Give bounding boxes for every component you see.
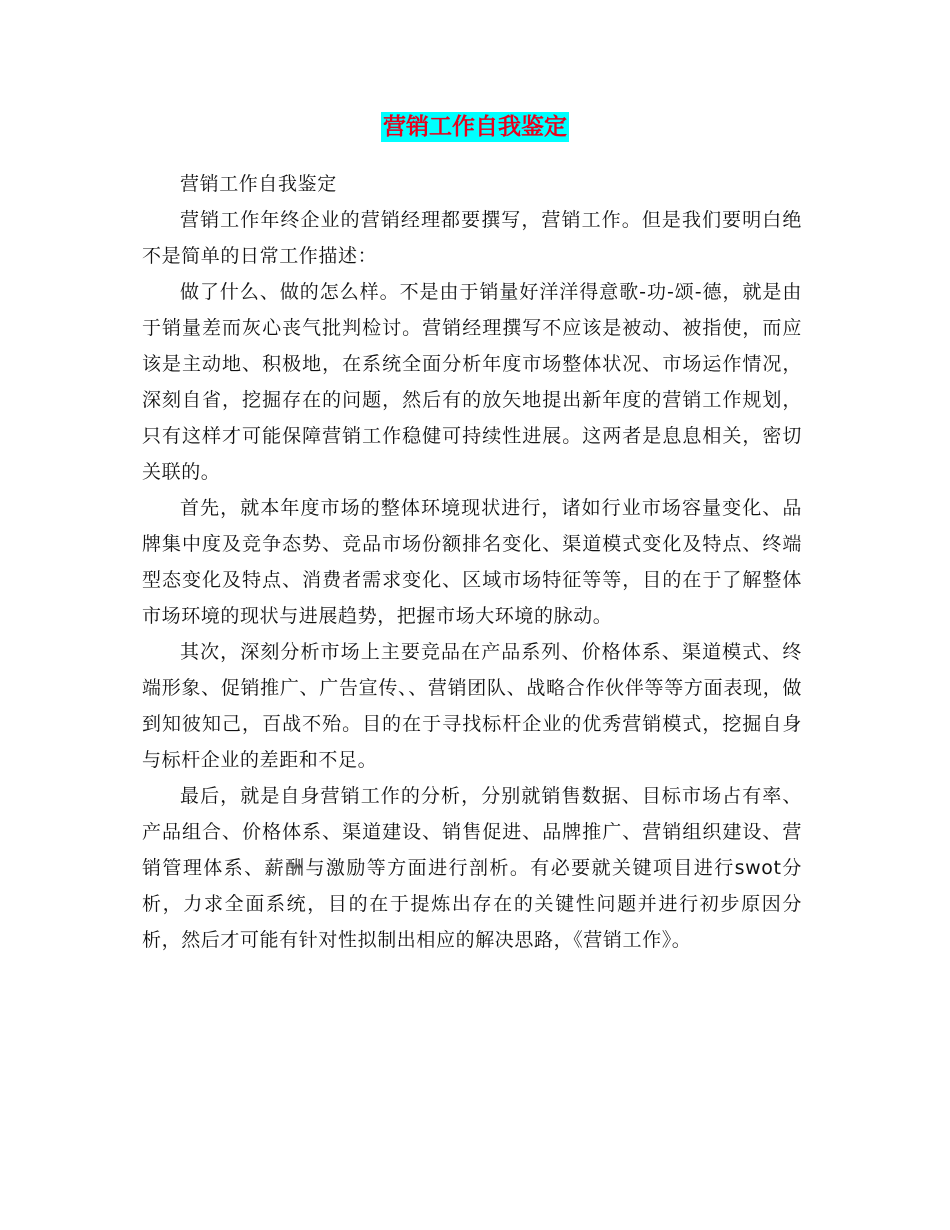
- paragraph-3: 做了什么、做的怎么样。不是由于销量好洋洋得意歌-功-颂-德，就是由于销量差而灰心丧气批判检讨。营销经理撰写不应该是被动、被指使，而应该是主动地、积极地，在系统全面分析年度市场整体状况、市场运作情况，深刻自省，挖掘存在的问题，然后有的放矢地提出新年度的营销工作规划，只有这样才可能保障营销工作稳健可持续性进展。这两者是息息相关，密切关联的。: [142, 281, 802, 483]
- paragraph-4: 首先，就本年度市场的整体环境现状进行，诸如行业市场容量变化、品牌集中度及竞争态势、竞品市场份额排名变化、渠道模式变化及特点、终端型态变化及特点、消费者需求变化、区域市场特征等等，目的在于了解整体市场环境的现状与进展趋势，把握市场大环境的脉动。: [142, 497, 802, 627]
- document-body: [142, 166, 802, 958]
- paragraph-2: 营销工作年终企业的营销经理都要撰写，营销工作。但是我们要明白绝不是简单的日常工作描述：: [142, 209, 802, 267]
- paragraph-1: 营销工作自我鉴定: [180, 173, 337, 195]
- paragraph-5: 其次，深刻分析市场上主要竞品在产品系列、价格体系、渠道模式、终端形象、促销推广、广告宣传、、营销团队、战略合作伙伴等等方面表现，做到知彼知己，百战不殆。目的在于寻找标杆企业的优秀营销模式，挖掘自身与标杆企业的差距和不足。: [142, 641, 802, 771]
- paragraph-6: 最后，就是自身营销工作的分析，分别就销售数据、目标市场占有率、产品组合、价格体系、渠道建设、销售促进、品牌推广、营销组织建设、营销管理体系、薪酬与激励等方面进行剖析。有必要就关键项目进行swot分析，力求全面系统，目的在于提炼出存在的关键性问题并进行初步原因分析，然后才可能有针对性拟制出相应的解决思路，《营销工作》。: [142, 785, 802, 951]
- title-container: [0, 112, 950, 142]
- document-title: 营销工作自我鉴定: [383, 113, 567, 140]
